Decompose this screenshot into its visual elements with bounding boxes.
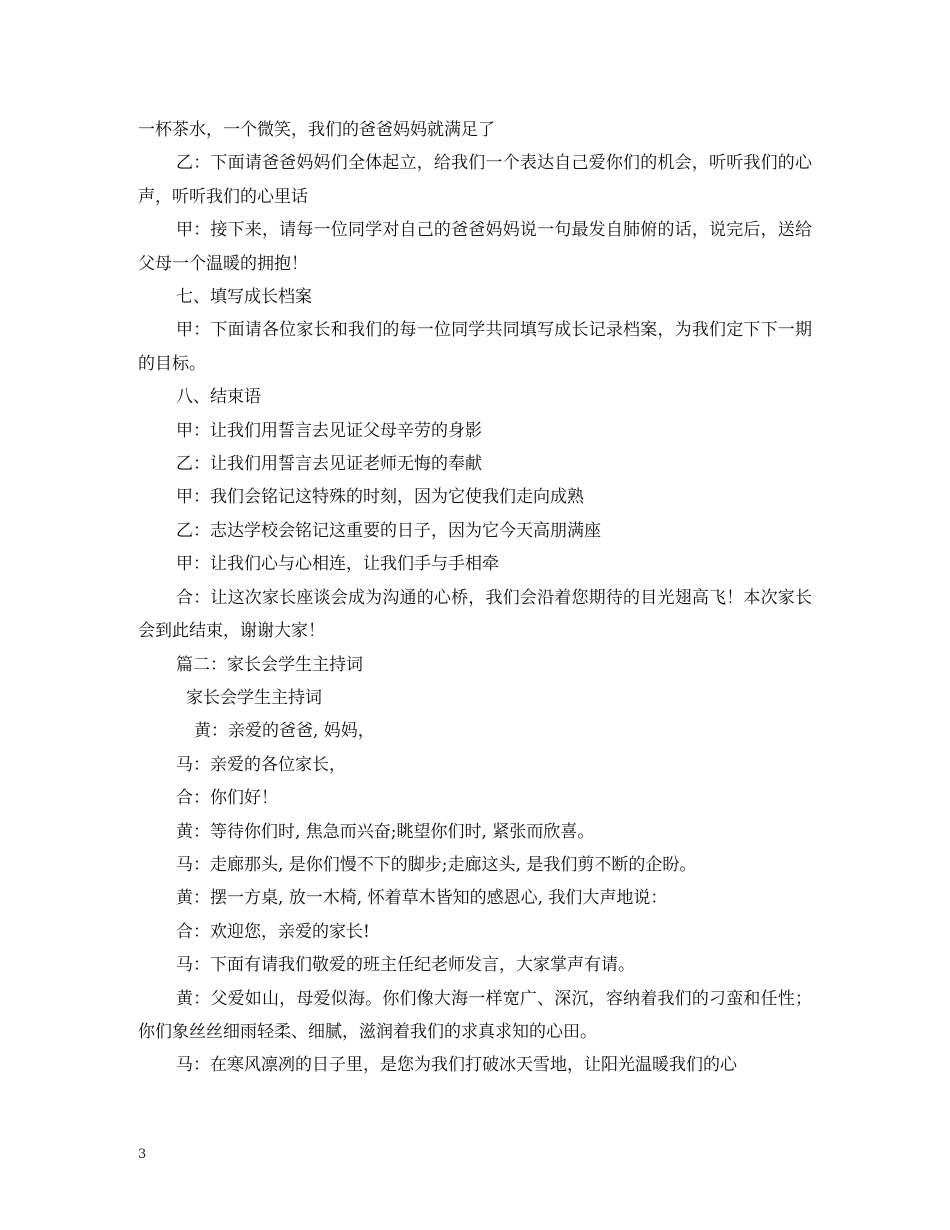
paragraph-huang-love: 黄：父爱如山，母爱似海。你们像大海一样宽广、深沉，容纳着我们的刁蛮和任性；你们象丝丝细雨轻柔、细腻，滋润着我们的求真求知的心田。 [138, 988, 812, 1042]
paragraph-ma-greeting: 马：亲爱的各位家长， [176, 754, 346, 775]
paragraph-continuation: 一杯茶水，一个微笑，我们的爸爸妈妈就满足了 [138, 120, 495, 140]
paragraph-huang-waiting: 黄：等待你们时, 焦急而兴奋;眺望你们时, 紧张而欣喜。 [176, 821, 595, 842]
paragraph-huang-greeting: 黄：亲爱的爸爸, 妈妈， [194, 721, 375, 742]
paragraph-yi-school: 乙：志达学校会铭记这重要的日子，因为它今天高朋满座 [176, 520, 601, 541]
page-number: 3 [138, 1147, 147, 1162]
paragraph-jia-moment: 甲：我们会铭记这特殊的时刻，因为它使我们走向成熟 [176, 487, 584, 508]
paragraph-he-welcome: 合：欢迎您，亲爱的家长! [176, 921, 370, 942]
paragraph-huang-table: 黄：摆一方桌, 放一木椅, 怀着草木皆知的感恩心, 我们大声地说： [176, 888, 668, 909]
section-title-part-2: 篇二：家长会学生主持词 [176, 654, 363, 675]
section-heading-8: 八、结束语 [176, 387, 261, 408]
paragraph-jia-hug: 甲：接下来，请每一位同学对自己的爸爸妈妈说一句最发自肺俯的话，说完后，送给父母一个温暖的拥抱！ [138, 220, 812, 274]
page-body [138, 114, 812, 1083]
paragraph-he-closing: 合：让这次家长座谈会成为沟通的心桥，我们会沿着您期待的目光翅高飞！本次家长会到此结束，谢谢大家！ [138, 587, 812, 642]
paragraph-ma-teacher: 马：下面有请我们敬爱的班主任纪老师发言，大家掌声有请。 [176, 955, 635, 976]
paragraph-yi-teachers: 乙：让我们用誓言去见证老师无悔的奉献 [176, 454, 482, 475]
paragraph-he-hello: 合：你们好！ [176, 788, 278, 809]
section-heading-7: 七、填写成长档案 [176, 287, 312, 308]
paragraph-ma-corridor: 马：走廊那头, 是你们慢不下的脚步;走廊这头, 是我们剪不断的企盼。 [176, 854, 697, 875]
paragraph-yi-stand-up: 乙：下面请爸爸妈妈们全体起立，给我们一个表达自己爱你们的机会，听听我们的心声，听听我们的心里话 [138, 153, 812, 207]
subtitle-host-script: 家长会学生主持词 [186, 687, 322, 708]
paragraph-jia-hearts: 甲：让我们心与心相连，让我们手与手相牵 [176, 554, 499, 575]
paragraph-jia-archive: 甲：下面请各位家长和我们的每一位同学共同填写成长记录档案，为我们定下下一期的目标。 [138, 320, 812, 374]
paragraph-ma-winter: 马：在寒风凛冽的日子里，是您为我们打破冰天雪地，让阳光温暖我们的心 [176, 1055, 737, 1076]
paragraph-jia-parents: 甲：让我们用誓言去见证父母辛劳的身影 [176, 420, 482, 441]
